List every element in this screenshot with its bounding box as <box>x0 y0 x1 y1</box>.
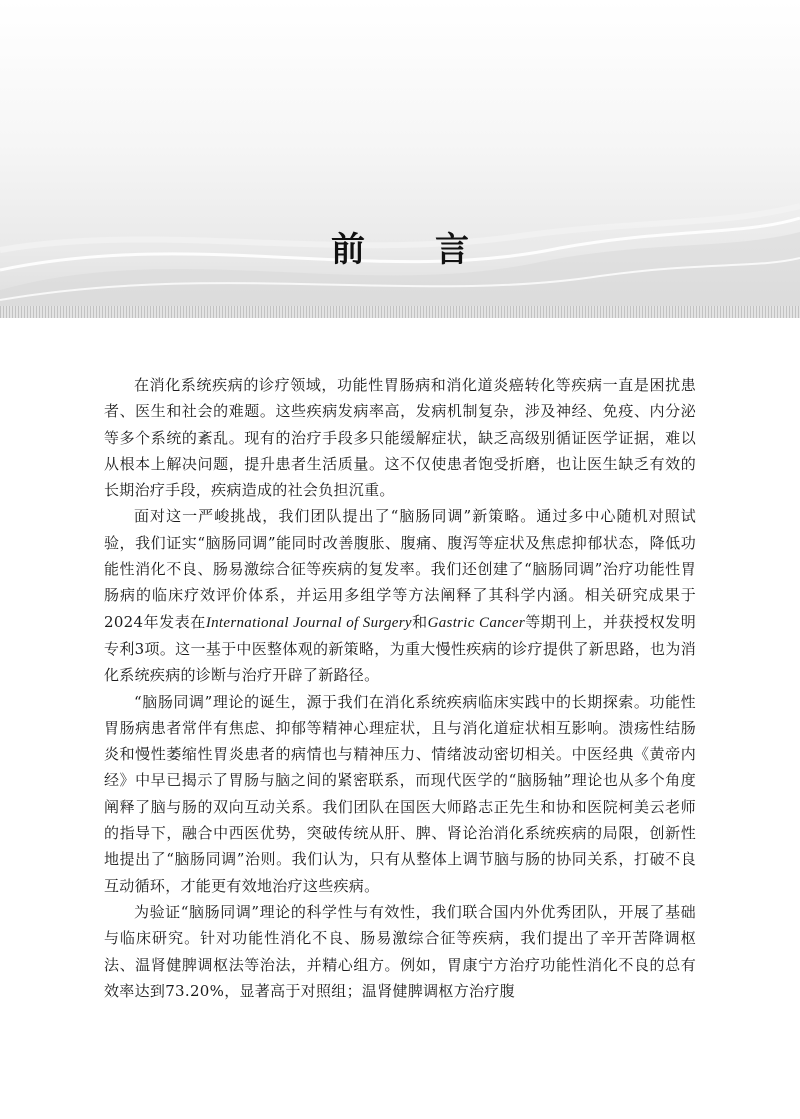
page-title: 前言 <box>331 230 539 270</box>
paragraph-4: 为验证“脑肠同调”理论的科学性与有效性，我们联合国内外优秀团队，开展了基础与临床研究。针对功能性消化不良、肠易激综合征等疾病，我们提出了辛开苦降调枢法、温肾健脾调枢法等治法，并精心组方。例如，胃康宁方治疗功能性消化不良的总有效率达到73.20%，显著高于对照组；温肾健脾调枢方治疗腹 <box>104 902 696 1000</box>
paragraph-2-part2: 等期刊上，并获授权发明专利3项。这一基于中医整体观的新策略，为重大慢性疾病的诊疗提供了新思路，也为消化系统疾病的诊断与治疗开辟了新路径。 <box>104 612 696 685</box>
journal-name-1: International Journal of Surgery <box>205 614 412 631</box>
body-text <box>104 372 696 1004</box>
paragraph-3: “脑肠同调”理论的诞生，源于我们在消化系统疾病临床实践中的长期探索。功能性胃肠病患者常伴有焦虑、抑郁等精神心理症状，且与消化道症状相互影响。溃疡性结肠炎和慢性萎缩性胃炎患者的病情也与精神压力、情绪波动密切相关。中医经典《黄帝内经》中早已揭示了胃肠与脑之间的紧密联系，而现代医学的“脑肠轴”理论也从多个角度阐释了脑与肠的双向互动关系。我们团队在国医大师路志正先生和协和医院柯美云老师的指导下，融合中西医优势，突破传统从肝、脾、肾论治消化系统疾病的局限，创新性地提出了“脑肠同调”治则。我们认为，只有从整体上调节脑与肠的协同关系，打破不良互动循环，才能更有效地治疗这些疾病。 <box>104 692 696 895</box>
paragraph-1: 在消化系统疾病的诊疗领域，功能性胃肠病和消化道炎癌转化等疾病一直是困扰患者、医生和社会的难题。这些疾病发病率高，发病机制复杂，涉及神经、免疫、内分泌等多个系统的紊乱。现有的治疗手段多只能缓解症状，缺乏高级别循证医学证据，难以从根本上解决问题，提升患者生活质量。这不仅使患者饱受折磨，也让医生缺乏有效的长期治疗手段，疾病造成的社会负担沉重。 <box>104 376 696 500</box>
conjunction: 和 <box>411 612 428 631</box>
paragraph-2-part1: 面对这一严峻挑战，我们团队提出了“脑肠同调”新策略。通过多中心随机对照试验，我们证实“脑肠同调”能同时改善腹胀、腹痛、腹泻等症状及焦虑抑郁状态，降低功能性消化不良、肠易激综合征等疾病的复发率。我们还创建了“脑肠同调”治疗功能性胃肠病的临床疗效评价体系，并运用多组学等方法阐释了其科学内涵。相关研究成果于2024年发表在 <box>104 507 696 631</box>
header-edge-pattern <box>0 306 800 318</box>
paragraph-2 <box>104 503 696 688</box>
journal-name-2: Gastric Cancer <box>427 614 525 631</box>
